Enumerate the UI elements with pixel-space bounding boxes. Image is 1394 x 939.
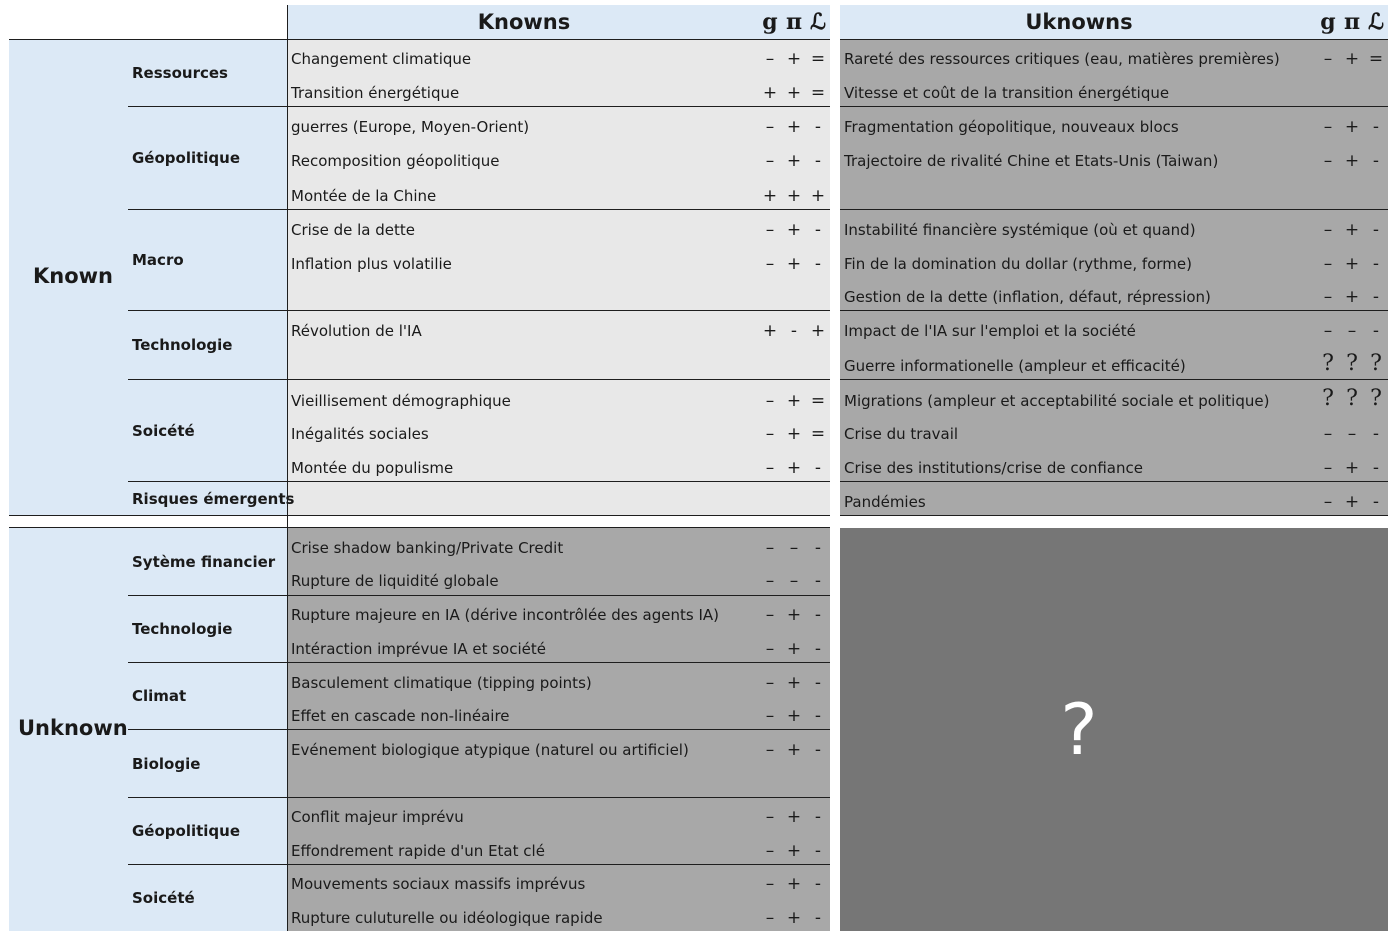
- ku-sym-g: –: [1323, 321, 1333, 341]
- divider: [840, 515, 1388, 516]
- uk-sym-l: -: [814, 740, 822, 760]
- kk-sym-pi: +: [786, 151, 802, 171]
- kk-sym-g: –: [765, 151, 775, 171]
- kk-sym-g: –: [765, 117, 775, 137]
- kk-sym-g: +: [762, 83, 778, 103]
- kk-sym-l: +: [810, 186, 826, 206]
- ku-sym-g: ?: [1322, 351, 1334, 376]
- section-known-label: Known: [33, 264, 114, 288]
- ku-row-text: Rareté des ressources critiques (eau, matières premières): [844, 50, 1280, 68]
- uk-sym-g: –: [765, 874, 775, 894]
- category-biologie: Biologie: [132, 755, 201, 773]
- uk-sym-pi: +: [786, 908, 802, 928]
- uk-row-text: Effondrement rapide d'un Etat clé: [291, 842, 545, 860]
- header-l-unknowns: ℒ: [1368, 9, 1384, 35]
- category-societe-unknown: Soicété: [132, 889, 195, 907]
- uk-sym-pi: –: [789, 571, 799, 591]
- ku-row-text: Vitesse et coût de la transition énergétique: [844, 84, 1170, 102]
- ku-sym-g: –: [1323, 151, 1333, 171]
- kk-sym-pi: +: [786, 220, 802, 240]
- kk-sym-pi: +: [786, 391, 802, 411]
- divider: [128, 310, 830, 311]
- kk-sym-l: -: [814, 220, 822, 240]
- uk-row-text: Conflit majeur imprévu: [291, 808, 464, 826]
- ku-sym-l: -: [1372, 321, 1380, 341]
- uk-sym-g: –: [765, 538, 775, 558]
- category-ressources: Ressources: [132, 64, 228, 82]
- ku-row-text: Migrations (ampleur et acceptabilité sociale et politique): [844, 392, 1270, 410]
- header-g-knowns: g: [762, 9, 778, 35]
- divider: [840, 209, 1388, 210]
- ku-sym-pi: +: [1344, 151, 1360, 171]
- category-systeme-financier: Sytème financier: [132, 553, 276, 571]
- uk-sym-g: –: [765, 908, 775, 928]
- kk-sym-pi: -: [790, 321, 798, 341]
- ku-sym-g: –: [1323, 254, 1333, 274]
- kk-row-text: Changement climatique: [291, 50, 472, 68]
- ku-sym-pi: +: [1344, 220, 1360, 240]
- divider: [840, 481, 1388, 482]
- uk-sym-pi: +: [786, 841, 802, 861]
- ku-sym-pi: +: [1344, 254, 1360, 274]
- ku-row-text: Guerre informationelle (ampleur et efficacité): [844, 357, 1186, 375]
- ku-row-text: Trajectoire de rivalité Chine et Etats-Unis (Taiwan): [844, 152, 1219, 170]
- divider-vertical: [287, 5, 288, 931]
- ku-row-text: Crise des institutions/crise de confiance: [844, 459, 1143, 477]
- uk-sym-l: -: [814, 841, 822, 861]
- kk-row-text: Vieillisement démographique: [291, 392, 511, 410]
- uk-row-text: Rupture culuturelle ou idéologique rapide: [291, 909, 603, 927]
- ku-sym-l: ?: [1370, 351, 1382, 376]
- category-technologie: Technologie: [132, 336, 233, 354]
- ku-sym-l: =: [1368, 49, 1384, 69]
- header-unknowns: Uknowns: [1025, 10, 1133, 34]
- header-g-unknowns: g: [1320, 9, 1336, 35]
- ku-sym-pi: +: [1344, 49, 1360, 69]
- ku-sym-l: -: [1372, 492, 1380, 512]
- category-technologie-unknown: Technologie: [132, 620, 233, 638]
- ku-sym-pi: –: [1347, 321, 1357, 341]
- uk-sym-l: -: [814, 673, 822, 693]
- category-macro: Macro: [132, 251, 184, 269]
- divider: [840, 39, 1388, 40]
- ku-sym-g: ?: [1322, 386, 1334, 411]
- ku-row-text: Impact de l'IA sur l'emploi et la société: [844, 322, 1136, 340]
- kk-row-text: Révolution de l'IA: [291, 322, 422, 340]
- ku-sym-l: -: [1372, 220, 1380, 240]
- kk-sym-l: =: [810, 391, 826, 411]
- divider: [9, 515, 830, 516]
- ku-sym-pi: ?: [1346, 386, 1358, 411]
- kk-sym-l: =: [810, 49, 826, 69]
- divider: [9, 527, 830, 528]
- kk-sym-g: –: [765, 254, 775, 274]
- kk-sym-g: –: [765, 391, 775, 411]
- kk-row-text: Montée de la Chine: [291, 187, 437, 205]
- kk-sym-g: +: [762, 186, 778, 206]
- uk-sym-l: -: [814, 874, 822, 894]
- divider: [840, 106, 1388, 107]
- header-pi-unknowns: π: [1343, 9, 1361, 35]
- header-knowns: Knowns: [477, 10, 571, 34]
- unknown-unknowns-question-mark: ?: [1060, 689, 1098, 771]
- kk-sym-pi: +: [786, 458, 802, 478]
- kk-sym-l: -: [814, 254, 822, 274]
- kk-sym-l: -: [814, 458, 822, 478]
- ku-sym-l: ?: [1370, 386, 1382, 411]
- uk-sym-g: –: [765, 571, 775, 591]
- divider: [128, 797, 830, 798]
- ku-sym-g: –: [1323, 424, 1333, 444]
- kk-sym-pi: +: [786, 49, 802, 69]
- uk-sym-g: –: [765, 706, 775, 726]
- section-unknown-label: Unknown: [18, 716, 128, 740]
- kk-sym-g: –: [765, 424, 775, 444]
- kk-sym-pi: +: [786, 254, 802, 274]
- ku-sym-l: -: [1372, 424, 1380, 444]
- ku-sym-g: –: [1323, 492, 1333, 512]
- kk-row-text: guerres (Europe, Moyen-Orient): [291, 118, 530, 136]
- header-l-knowns: ℒ: [810, 9, 826, 35]
- header-pi-knowns: π: [785, 9, 803, 35]
- divider: [128, 379, 830, 380]
- uk-sym-l: -: [814, 571, 822, 591]
- ku-row-text: Crise du travail: [844, 425, 959, 443]
- uk-sym-pi: +: [786, 807, 802, 827]
- divider: [9, 39, 830, 40]
- ku-sym-pi: +: [1344, 458, 1360, 478]
- uk-row-text: Effet en cascade non-linéaire: [291, 707, 510, 725]
- ku-row-text: Fragmentation géopolitique, nouveaux blocs: [844, 118, 1179, 136]
- uk-sym-pi: +: [786, 639, 802, 659]
- uk-sym-l: -: [814, 605, 822, 625]
- divider: [128, 864, 830, 865]
- uk-sym-pi: +: [786, 605, 802, 625]
- kk-sym-g: –: [765, 458, 775, 478]
- kk-sym-l: +: [810, 321, 826, 341]
- kk-sym-pi: +: [786, 424, 802, 444]
- ku-row-text: Gestion de la dette (inflation, défaut, répression): [844, 288, 1211, 306]
- ku-row-text: Pandémies: [844, 493, 926, 511]
- kk-row-text: Transition énergétique: [291, 84, 460, 102]
- uk-row-text: Evénement biologique atypique (naturel ou artificiel): [291, 741, 689, 759]
- uk-sym-pi: +: [786, 740, 802, 760]
- category-climat: Climat: [132, 687, 187, 705]
- category-geopolitique: Géopolitique: [132, 149, 241, 167]
- ku-sym-g: –: [1323, 458, 1333, 478]
- category-societe: Soicété: [132, 422, 195, 440]
- uk-row-text: Rupture majeure en IA (dérive incontrôlée des agents IA): [291, 606, 719, 624]
- kk-sym-pi: +: [786, 186, 802, 206]
- ku-sym-l: -: [1372, 254, 1380, 274]
- uk-sym-pi: +: [786, 874, 802, 894]
- uk-sym-g: –: [765, 841, 775, 861]
- divider: [128, 481, 830, 482]
- ku-sym-l: -: [1372, 151, 1380, 171]
- category-geopolitique-unknown: Géopolitique: [132, 822, 241, 840]
- ku-row-text: Instabilité financière systémique (où et quand): [844, 221, 1196, 239]
- uk-row-text: Intéraction imprévue IA et société: [291, 640, 546, 658]
- ku-sym-pi: +: [1344, 287, 1360, 307]
- divider: [840, 379, 1388, 380]
- uk-sym-pi: –: [789, 538, 799, 558]
- kk-row-text: Inflation plus volatilie: [291, 255, 452, 273]
- uk-sym-g: –: [765, 807, 775, 827]
- kk-row-text: Montée du populisme: [291, 459, 454, 477]
- ku-sym-g: –: [1323, 287, 1333, 307]
- ku-sym-l: -: [1372, 287, 1380, 307]
- ku-sym-pi: +: [1344, 492, 1360, 512]
- kk-sym-l: -: [814, 117, 822, 137]
- kk-sym-pi: +: [786, 117, 802, 137]
- divider: [128, 106, 830, 107]
- ku-sym-l: -: [1372, 458, 1380, 478]
- divider: [128, 729, 830, 730]
- uk-sym-g: –: [765, 639, 775, 659]
- kk-sym-g: –: [765, 49, 775, 69]
- divider: [128, 209, 830, 210]
- uk-row-text: Rupture de liquidité globale: [291, 572, 499, 590]
- ku-sym-pi: +: [1344, 117, 1360, 137]
- ku-sym-l: -: [1372, 117, 1380, 137]
- kk-sym-g: –: [765, 220, 775, 240]
- kk-sym-pi: +: [786, 83, 802, 103]
- ku-sym-pi: ?: [1346, 351, 1358, 376]
- kk-sym-l: -: [814, 151, 822, 171]
- ku-sym-g: –: [1323, 49, 1333, 69]
- ku-sym-g: –: [1323, 220, 1333, 240]
- uk-sym-pi: +: [786, 706, 802, 726]
- uk-sym-g: –: [765, 673, 775, 693]
- ku-sym-g: –: [1323, 117, 1333, 137]
- uk-sym-l: -: [814, 538, 822, 558]
- uk-sym-g: –: [765, 740, 775, 760]
- uk-row-text: Mouvements sociaux massifs imprévus: [291, 875, 586, 893]
- kk-row-text: Recomposition géopolitique: [291, 152, 500, 170]
- uk-row-text: Basculement climatique (tipping points): [291, 674, 592, 692]
- kk-sym-l: =: [810, 83, 826, 103]
- divider: [128, 662, 830, 663]
- ku-row-text: Fin de la domination du dollar (rythme, forme): [844, 255, 1192, 273]
- kk-row-text: Inégalités sociales: [291, 425, 429, 443]
- uk-row-text: Crise shadow banking/Private Credit: [291, 539, 564, 557]
- kk-sym-g: +: [762, 321, 778, 341]
- uk-sym-l: -: [814, 807, 822, 827]
- kk-sym-l: =: [810, 424, 826, 444]
- uk-sym-l: -: [814, 908, 822, 928]
- category-risques-emergents: Risques émergents: [132, 490, 295, 508]
- divider: [128, 595, 830, 596]
- uk-sym-pi: +: [786, 673, 802, 693]
- uk-sym-l: -: [814, 639, 822, 659]
- uk-sym-l: -: [814, 706, 822, 726]
- kk-row-text: Crise de la dette: [291, 221, 416, 239]
- uk-sym-g: –: [765, 605, 775, 625]
- ku-sym-pi: –: [1347, 424, 1357, 444]
- divider: [840, 310, 1388, 311]
